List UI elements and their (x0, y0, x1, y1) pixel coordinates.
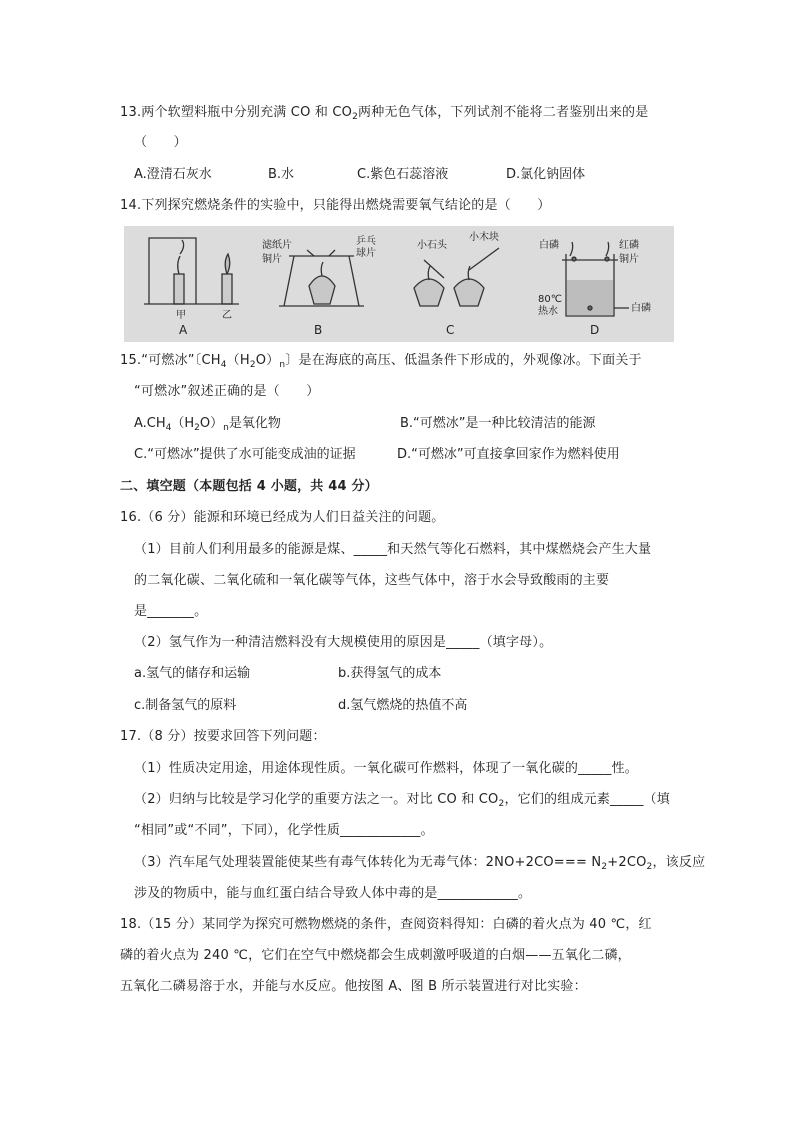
q15-stem-line2: “可燃冰”叙述正确的是（ ） (134, 384, 320, 399)
apparatus-c-label-wood: 小木块 (469, 232, 499, 243)
apparatus-b-label-filter-paper: 滤纸片 (262, 240, 292, 251)
apparatus-a-label-jia: 甲 (176, 310, 186, 321)
q13-option-c: C.紫色石蕊溶液 (357, 167, 449, 182)
apparatus-b-label-copper: 铜片 (262, 254, 282, 265)
q16-part1-line2: 的二氧化碳、二氧化硫和一氧化碳等气体，这些气体中，溶于水会导致酸雨的主要 (134, 573, 610, 588)
q16-option-a: a.氢气的储存和运输 (134, 666, 251, 681)
q16-part1-line3: 是_______。 (134, 604, 208, 619)
apparatus-b (279, 250, 364, 306)
apparatus-d-label-white-p-bottom: 白磷 (631, 303, 651, 314)
q16-part2: （2）氢气作为一种清洁燃料没有大规模使用的原因是_____（填字母）。 (134, 635, 553, 650)
q17-part2-line2: “相同”或“不同”，下同），化学性质____________。 (134, 823, 434, 838)
q13-option-b: B.水 (268, 167, 295, 182)
apparatus-d-label-white-p-top: 白磷 (539, 240, 559, 251)
q16-option-b: b.获得氢气的成本 (338, 666, 442, 681)
apparatus-a-caption: A (179, 323, 188, 337)
q18-line1: 18.（15 分）某同学为探究可燃物燃烧的条件，查阅资料得知：白磷的着火点为 40 ℃，红 (120, 917, 652, 932)
apparatus-d-label-temp: 80℃ (538, 294, 562, 305)
q15-option-c: C.“可燃冰”提供了水可能变成油的证据 (134, 447, 356, 462)
q17-stem: 17.（8 分）按要求回答下列问题： (120, 729, 326, 744)
apparatus-d-label-red-p: 红磷 (619, 240, 639, 251)
q17-part3-line2: 涉及的物质中，能与血红蛋白结合导致人体中毒的是____________。 (134, 886, 532, 901)
q17-part1: （1）性质决定用途，用途体现性质。一氧化碳可作燃料，体现了一氧化碳的_____性。 (134, 761, 638, 776)
q15-option-d: D.“可燃冰”可直接拿回家作为燃料使用 (397, 447, 620, 462)
q13-option-d: D.氯化钠固体 (506, 167, 586, 182)
apparatus-b-caption: B (314, 323, 323, 337)
q18-line2: 磷的着火点为 240 ℃，它们在空气中燃烧都会生成刺激呼吸道的白烟——五氧化二磷， (120, 948, 631, 963)
q13-stem: 13.两个软塑料瓶中分别充满 CO 和 $CO_2$两种无色气体，下列试剂不能将二者鉴别出来的是 (120, 105, 649, 122)
q15-option-a: $A.CH_4(H_2O)_n$是氧化物 (134, 416, 281, 433)
q16-part1-line1: （1）目前人们利用最多的能源是煤、_____和天然气等化石燃料，其中煤燃烧会产生大量 (134, 542, 652, 557)
q18-line3: 五氧化二磷易溶于水，并能与水反应。他按图 A、图 B 所示装置进行对比实验： (120, 979, 587, 994)
q13-answer-paren: （ ） (134, 135, 187, 150)
q17-part2-line1: （2）归纳与比较是学习化学的重要方法之一。对比 CO 和 $CO_2$，它们的组成元素_____（填 (134, 792, 670, 809)
apparatus-d-label-hot-water: 热水 (538, 306, 558, 317)
q16-option-d: d.氢气燃烧的热值不高 (338, 698, 468, 713)
apparatus-a (144, 238, 239, 304)
q15-option-b: B.“可燃冰”是一种比较清洁的能源 (400, 416, 596, 431)
apparatus-b-label-pingpong: 乒乓 (356, 236, 376, 247)
q13-option-a: A.澄清石灰水 (134, 167, 212, 182)
q16-stem: 16.（6 分）能源和环境已经成为人们日益关注的问题。 (120, 510, 445, 525)
q14-stem: 14.下列探究燃烧条件的实验中，只能得出燃烧需要氧气结论的是（ ） (120, 198, 551, 213)
apparatus-a-label-yi: 乙 (222, 310, 232, 321)
q16-option-c: c.制备氢气的原料 (134, 698, 237, 713)
apparatus-b-label-ball-piece: 球片 (356, 248, 376, 259)
q15-stem: 15.“可燃冰”〔$CH_4(H_2O)_n$〕是在海底的高压、低温条件下形成的，外观像冰。下面关于 (120, 353, 642, 370)
section-2-title: 二、填空题（本题包括 4 小题，共 44 分） (120, 479, 378, 494)
combustion-experiment-figure (124, 226, 674, 342)
apparatus-c (414, 248, 499, 306)
apparatus-c-caption: C (446, 323, 455, 337)
apparatus-d-caption: D (590, 323, 600, 337)
apparatus-c-label-stone: 小石头 (417, 240, 447, 251)
apparatus-d-label-copper: 铜片 (619, 254, 639, 265)
q17-part3-line1: （3）汽车尾气处理装置能使某些有毒气体转化为无毒气体：$2NO+2CO=== N_2+2CO_2$，该反应 (134, 855, 706, 872)
